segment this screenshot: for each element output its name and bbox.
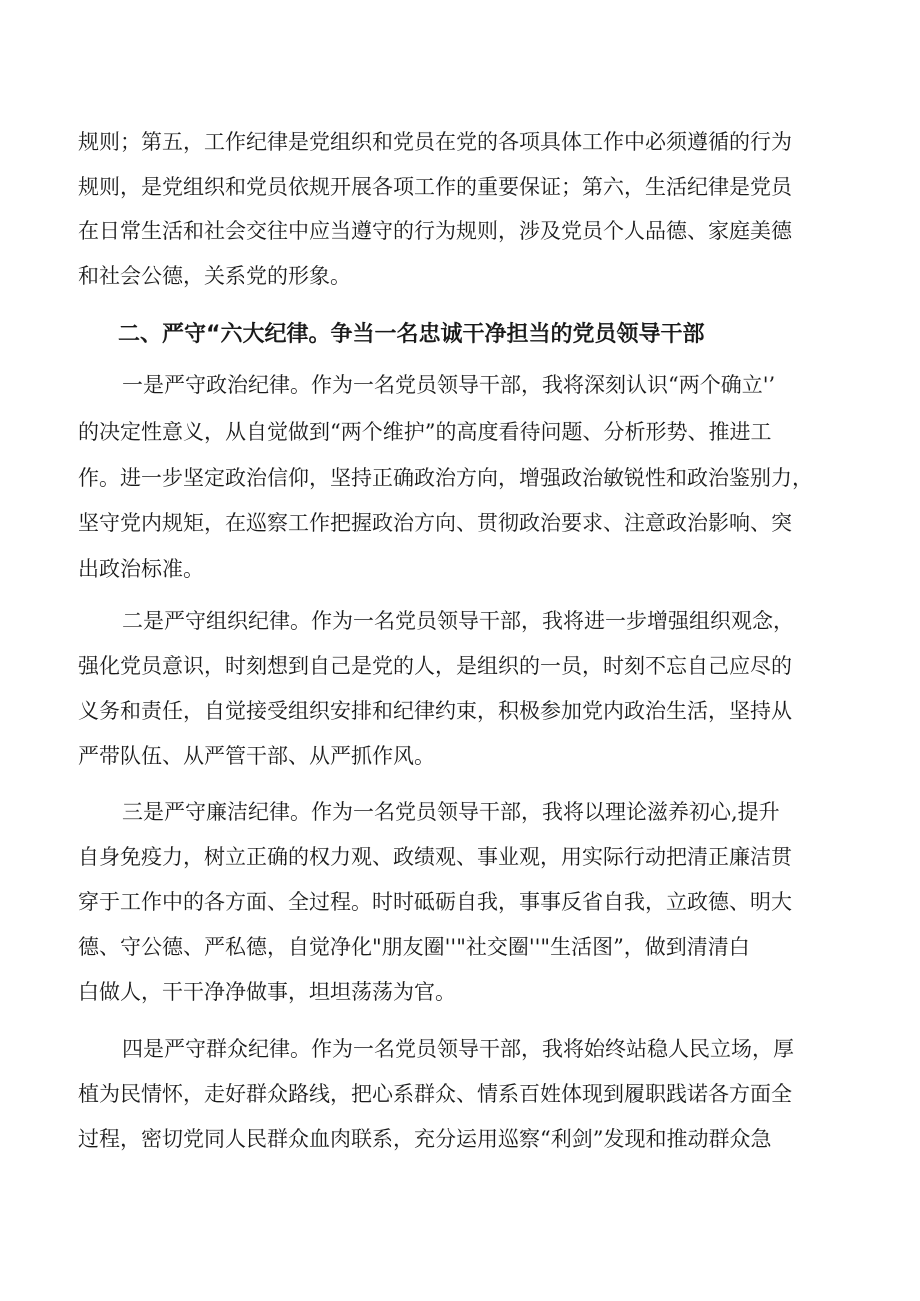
- paragraph-line: [0, 1071, 920, 1117]
- line-text: 出政治标准。: [78, 557, 204, 581]
- line-text: 义务和责任，自觉接受组织安排和纪律约束，积极参加党内政治生活，坚持从: [78, 699, 792, 723]
- line-text: 一是严守政治纪律。作为一名党员领导干部，我将深刻认识“两个确立'’: [122, 373, 776, 397]
- heading-text: 二、严守“六大纪律。争当一名忠诚干净担当的党员领导干部: [118, 322, 705, 347]
- paragraph-line: [0, 733, 920, 779]
- line-text: 严带队伍、从严管干部、从严抓作风。: [78, 744, 435, 768]
- line-text: 白做人，干干净净做事，坦坦荡荡为官。: [78, 980, 456, 1004]
- line-text: 过程，密切党同人民群众血肉联系，充分运用巡察“利剑”发现和推动群众急: [78, 1127, 772, 1151]
- paragraph-line: [0, 969, 920, 1015]
- paragraph-line: [0, 500, 920, 546]
- paragraph-line: [0, 688, 920, 734]
- line-text: 强化党员意识，时刻想到自己是党的人，是组织的一员，时刻不忘自己应尽的: [78, 654, 792, 678]
- paragraph-line: [0, 253, 920, 299]
- line-text: 四是严守群众纪律。作为一名党员领导干部，我将始终站稳人民立场，厚: [122, 1037, 794, 1061]
- paragraph-line: [0, 546, 920, 592]
- line-text: 植为民情怀，走好群众路线，把心系群众、情系百姓体现到履职践诺各方面全: [78, 1082, 792, 1106]
- line-text: 的决定性意义，从自觉做到“两个维护”的高度看待问题、分析形势、推进工: [78, 420, 772, 444]
- line-text: 自身免疫力，树立正确的权力观、政绩观、事业观，用实际行动把清正廉洁贯: [78, 845, 792, 869]
- paragraph-line: [0, 164, 920, 210]
- paragraph-line: [0, 879, 920, 925]
- paragraph-line: [0, 924, 920, 970]
- paragraph-line: [0, 362, 920, 408]
- paragraph-line: [0, 1116, 920, 1162]
- line-text: 二是严守组织纪律。作为一名党员领导干部，我将进一步增强组织观念，: [122, 609, 794, 633]
- paragraph-line: [0, 409, 920, 455]
- line-text: 作。进一步坚定政治信仰，坚持正确政治方向，增强政治敏锐性和政治鉴别力，: [78, 466, 813, 490]
- line-text: 坚守党内规矩，在巡察工作把握政治方向、贯彻政治要求、注意政治影响、突: [78, 511, 792, 535]
- line-text: 三是严守廉洁纪律。作为一名党员领导干部，我将以理论滋养初心,提升: [122, 800, 780, 824]
- line-text: 德、守公德、严私德，自觉净化"朋友圈''"社交圈''"生活图”，做到清清白: [78, 935, 750, 959]
- paragraph-line: [0, 598, 920, 644]
- paragraph-line: [0, 119, 920, 165]
- paragraph-line: [0, 1026, 920, 1072]
- paragraph-line: [0, 643, 920, 689]
- section-heading: [0, 312, 920, 358]
- paragraph-line: [0, 834, 920, 880]
- line-text: 穿于工作中的各方面、全过程。时时砥砺自我，事事反省自我，立政德、明大: [78, 890, 792, 914]
- paragraph-line: [0, 208, 920, 254]
- line-text: 规则；第五，工作纪律是党组织和党员在党的各项具体工作中必须遵循的行为: [78, 130, 792, 154]
- paragraph-line: [0, 455, 920, 501]
- line-text: 规则，是党组织和党员依规开展各项工作的重要保证；第六，生活纪律是党员: [78, 175, 792, 199]
- line-text: 和社会公德，关系党的形象。: [78, 264, 351, 288]
- paragraph-line: [0, 789, 920, 835]
- line-text: 在日常生活和社会交往中应当遵守的行为规则，涉及党员个人品德、家庭美德: [78, 219, 792, 243]
